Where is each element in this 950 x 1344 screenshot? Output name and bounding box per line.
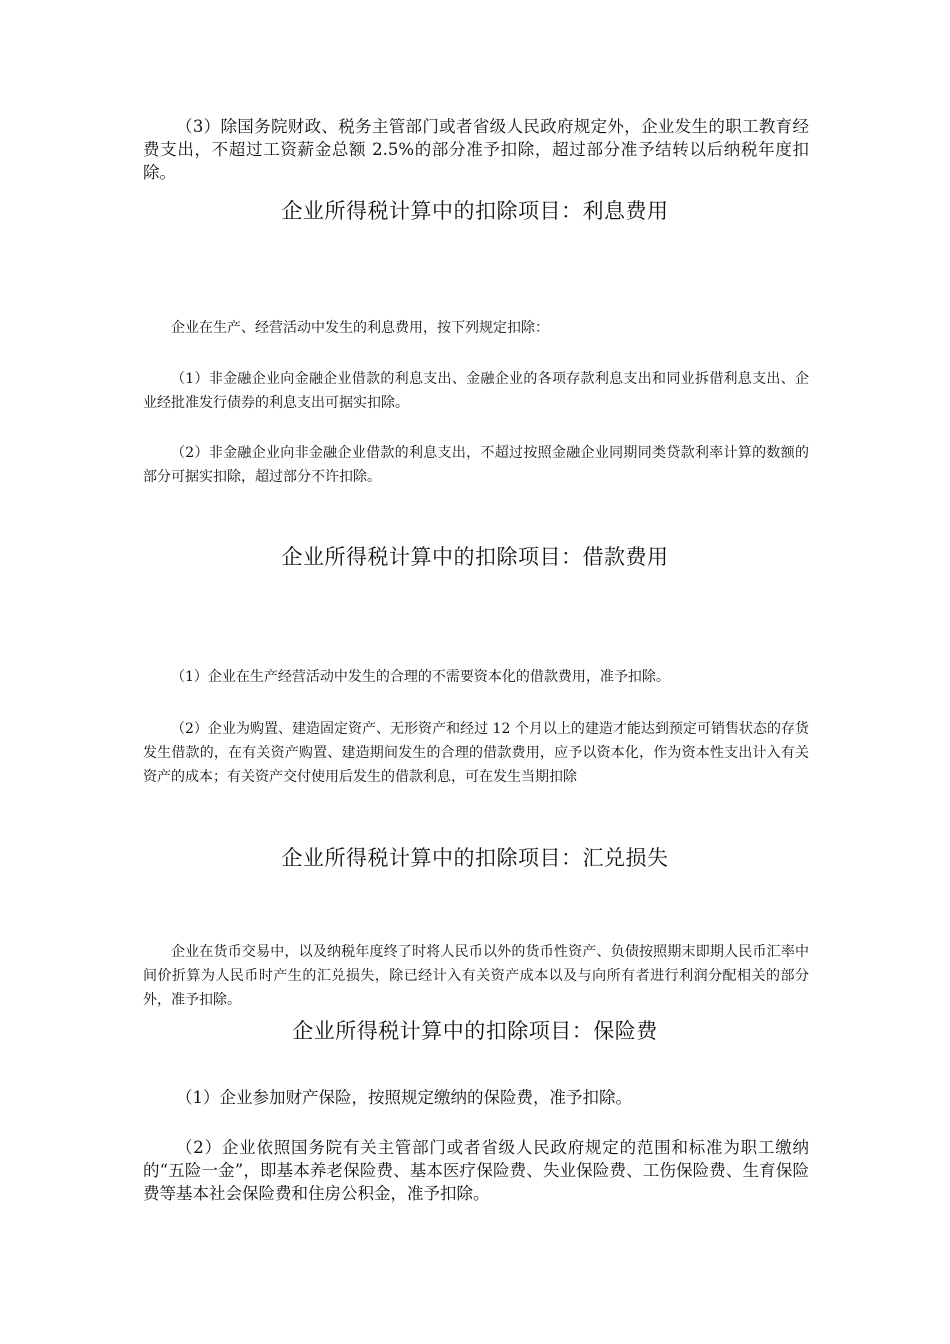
paragraph-education-expense: （3）除国务院财政、税务主管部门或者省级人民政府规定外，企业发生的职工教育经费支出，不超过工资薪金总额 2.5%的部分准予扣除，超过部分准予结转以后纳税年度扣除。 xyxy=(143,117,809,182)
paragraph-interest-item-2: （2）非金融企业向非金融企业借款的利息支出，不超过按照金融企业同期同类贷款利率计算的数额的部分可据实扣除，超过部分不许扣除。 xyxy=(143,445,809,485)
paragraph-insurance-item-1: （1）企业参加财产保险，按照规定缴纳的保险费，准予扣除。 xyxy=(176,1088,632,1107)
paragraph-insurance-item-2: （2）企业依照国务院有关主管部门或者省级人民政府规定的范围和标准为职工缴纳的“五险一金”，即基本养老保险费、基本医疗保险费、失业保险费、工伤保险费、生育保险费等基本社会保险费和住房公积金，准予扣除。 xyxy=(143,1138,809,1203)
paragraph-borrowing-item-2: （2）企业为购置、建造固定资产、无形资产和经过 12 个月以上的建造才能达到预定可销售状态的存货发生借款的，在有关资产购置、建造期间发生的合理的借款费用，应予以资本化，作为资本性支出计入有关资产的成本；有关资产交付使用后发生的借款利息，可在发生当期扣除 xyxy=(143,721,809,785)
heading-interest-expense: 企业所得税计算中的扣除项目：利息费用 xyxy=(281,199,669,223)
heading-insurance: 企业所得税计算中的扣除项目：保险费 xyxy=(292,1019,658,1043)
paragraph-interest-intro: 企业在生产、经营活动中发生的利息费用，按下列规定扣除： xyxy=(171,320,549,336)
paragraph-exchange-loss: 企业在货币交易中，以及纳税年度终了时将人民币以外的货币性资产、负债按照期末即期人民币汇率中间价折算为人民币时产生的汇兑损失，除已经计入有关资产成本以及与向所有者进行利润分配相关的部分外，准予扣除。 xyxy=(143,944,809,1008)
heading-exchange-loss: 企业所得税计算中的扣除项目：汇兑损失 xyxy=(281,846,669,870)
heading-borrowing-cost: 企业所得税计算中的扣除项目：借款费用 xyxy=(281,545,669,569)
paragraph-interest-item-1: （1）非金融企业向金融企业借款的利息支出、金融企业的各项存款利息支出和同业拆借利息支出、企业经批准发行债券的利息支出可据实扣除。 xyxy=(143,371,809,411)
paragraph-borrowing-item-1: （1）企业在生产经营活动中发生的合理的不需要资本化的借款费用，准予扣除。 xyxy=(171,669,670,685)
